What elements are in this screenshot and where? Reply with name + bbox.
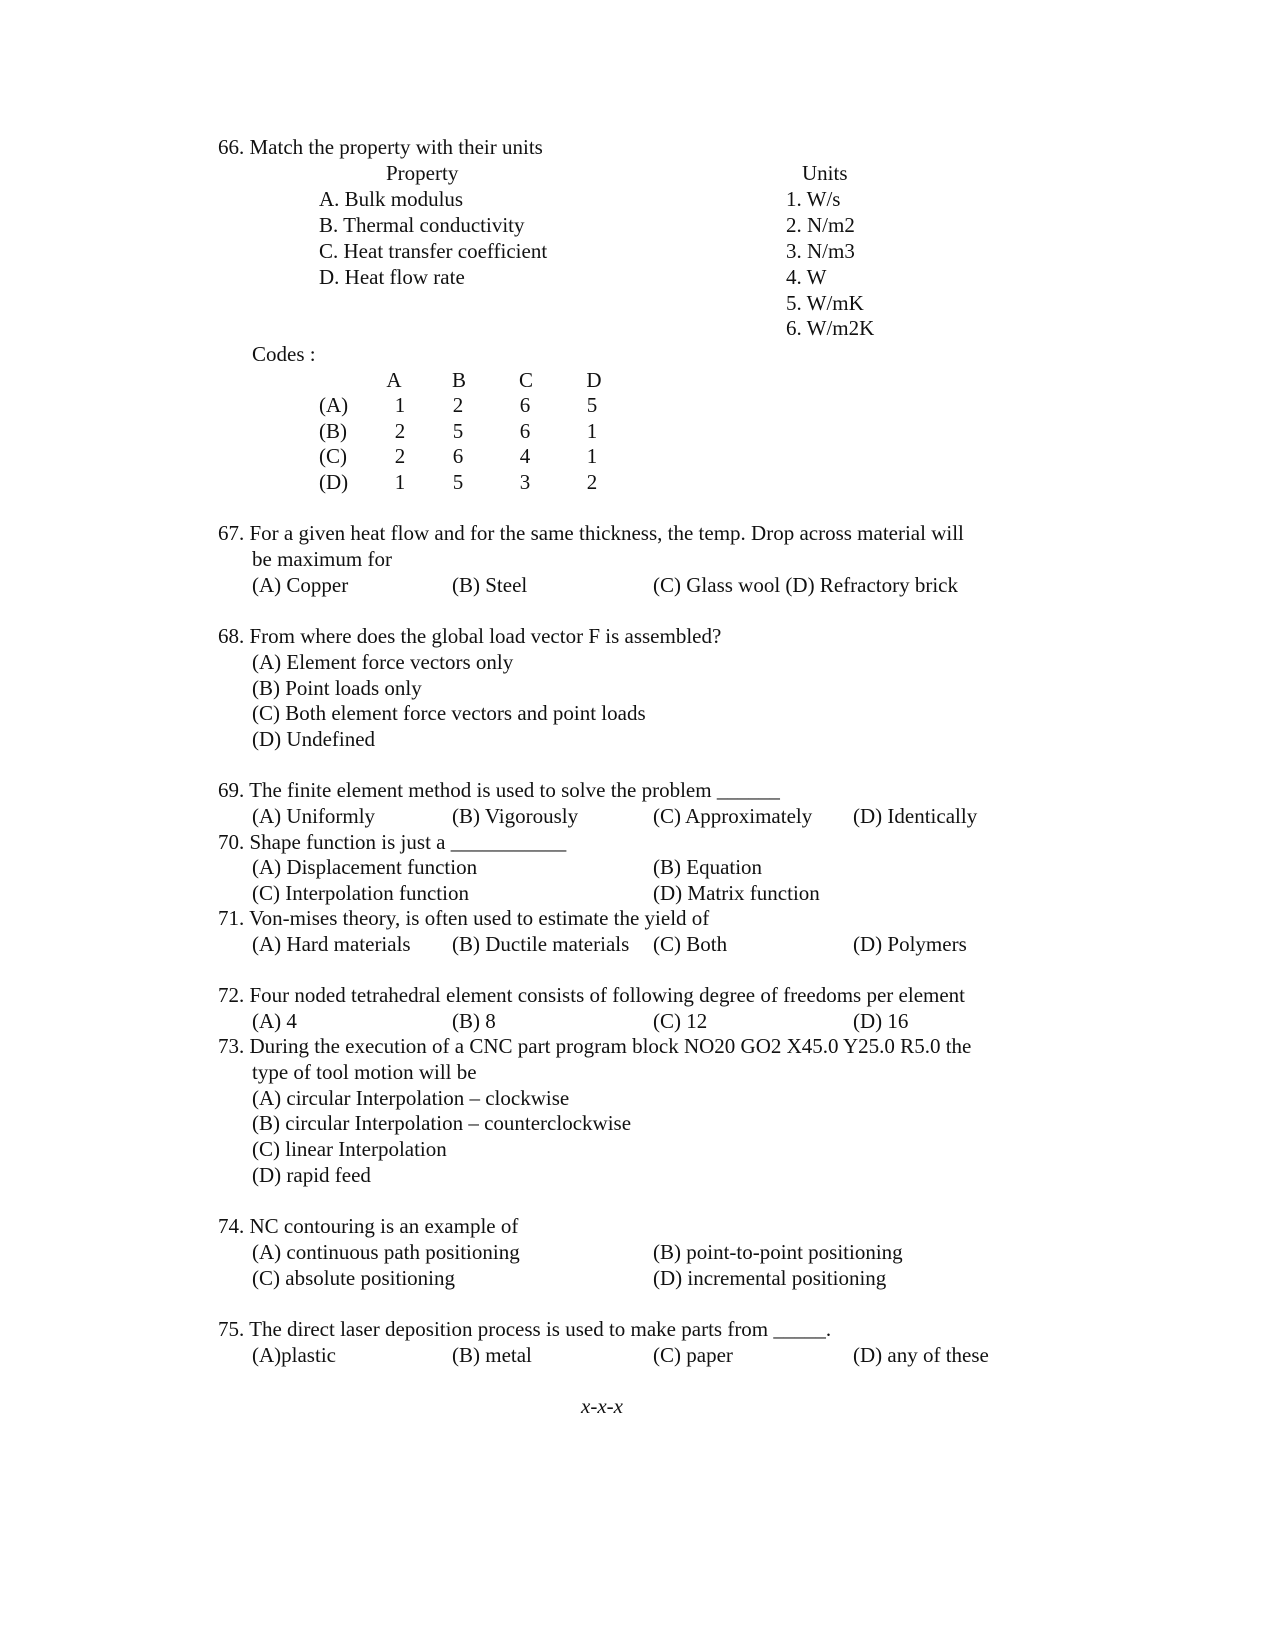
option-a: (A) Uniformly: [252, 804, 376, 828]
property-header: Property: [386, 161, 459, 185]
page-footer: x-x-x: [581, 1394, 623, 1418]
option-b: (B) 8: [452, 1009, 496, 1033]
option-c: (C) 12: [653, 1009, 708, 1033]
option-a: (A) circular Interpolation – clockwise: [252, 1086, 570, 1110]
code-value: 4: [519, 444, 531, 468]
property-item: B. Thermal conductivity: [319, 213, 525, 237]
option-a: (A) Copper: [252, 573, 349, 597]
code-value: 2: [394, 444, 406, 468]
code-value: 6: [452, 444, 464, 468]
option-b: (B) metal: [452, 1343, 532, 1367]
code-value: 2: [452, 393, 464, 417]
property-item: D. Heat flow rate: [319, 265, 465, 289]
code-value: 3: [519, 470, 531, 494]
option-a: (A) Displacement function: [252, 855, 478, 879]
option-d: (D) Identically: [853, 804, 978, 828]
code-value: 1: [394, 393, 406, 417]
option-d: (D) rapid feed: [252, 1163, 371, 1187]
option-c: (C) Interpolation function: [252, 881, 469, 905]
option-a: (A) 4: [252, 1009, 297, 1033]
option-a: (A) Element force vectors only: [252, 650, 514, 674]
codes-label: Codes :: [252, 342, 316, 366]
code-value: 5: [452, 419, 464, 443]
code-row-label: (A): [319, 393, 349, 417]
code-value: 1: [586, 444, 598, 468]
option-c: (C) absolute positioning: [252, 1266, 455, 1290]
property-item: C. Heat transfer coefficient: [319, 239, 548, 263]
option-c: (C) Approximately: [653, 804, 813, 828]
question-74: 74. NC contouring is an example of: [218, 1214, 519, 1238]
question-73-cont: type of tool motion will be: [252, 1060, 477, 1084]
code-row-label: (C): [319, 444, 347, 468]
question-72: 72. Four noded tetrahedral element consists of following degree of freedoms per element: [218, 983, 966, 1007]
unit-item: 6. W/m2K: [786, 316, 875, 340]
code-value: 5: [452, 470, 464, 494]
option-d: (D) incremental positioning: [653, 1266, 887, 1290]
option-b: (B) Equation: [653, 855, 763, 879]
units-header: Units: [802, 161, 848, 185]
code-col-header: A: [386, 368, 402, 392]
option-c: (C) Both element force vectors and point loads: [252, 701, 646, 725]
code-value: 1: [394, 470, 406, 494]
option-d: (D) Matrix function: [653, 881, 820, 905]
option-d: (D) Polymers: [853, 932, 967, 956]
option-a: (A)plastic: [252, 1343, 336, 1367]
option-cd: (C) Glass wool (D) Refractory brick: [653, 573, 958, 597]
option-a: (A) continuous path positioning: [252, 1240, 520, 1264]
question-66: 66. Match the property with their units: [218, 135, 543, 159]
question-68: 68. From where does the global load vector F is assembled?: [218, 624, 722, 648]
question-69: 69. The finite element method is used to solve the problem ______: [218, 778, 780, 802]
code-col-header: B: [451, 368, 466, 392]
option-b: (B) point-to-point positioning: [653, 1240, 903, 1264]
unit-item: 3. N/m3: [786, 239, 855, 263]
option-c: (C) linear Interpolation: [252, 1137, 447, 1161]
option-b: (B) Point loads only: [252, 676, 422, 700]
question-73: 73. During the execution of a CNC part program block NO20 GO2 X45.0 Y25.0 R5.0 the: [218, 1034, 972, 1058]
option-b: (B) Vigorously: [452, 804, 579, 828]
unit-item: 2. N/m2: [786, 213, 855, 237]
unit-item: 4. W: [786, 265, 827, 289]
code-row-label: (D): [319, 470, 349, 494]
option-c: (C) paper: [653, 1343, 733, 1367]
code-value: 5: [586, 393, 598, 417]
code-value: 6: [519, 419, 531, 443]
option-a: (A) Hard materials: [252, 932, 411, 956]
code-value: 6: [519, 393, 531, 417]
unit-item: 1. W/s: [786, 187, 841, 211]
option-d: (D) 16: [853, 1009, 909, 1033]
code-col-header: D: [586, 368, 602, 392]
code-col-header: C: [518, 368, 533, 392]
option-b: (B) circular Interpolation – counterclockwise: [252, 1111, 632, 1135]
question-70: 70. Shape function is just a ___________: [218, 830, 567, 854]
question-71: 71. Von-mises theory, is often used to estimate the yield of: [218, 906, 710, 930]
option-b: (B) Steel: [452, 573, 528, 597]
question-75: 75. The direct laser deposition process is used to make parts from _____.: [218, 1317, 832, 1341]
unit-item: 5. W/mK: [786, 291, 864, 315]
code-value: 1: [586, 419, 598, 443]
option-b: (B) Ductile materials: [452, 932, 630, 956]
option-d: (D) Undefined: [252, 727, 376, 751]
option-c: (C) Both: [653, 932, 728, 956]
question-67: 67. For a given heat flow and for the same thickness, the temp. Drop across material will: [218, 521, 964, 545]
code-value: 2: [394, 419, 406, 443]
question-67-cont: be maximum for: [252, 547, 392, 571]
option-d: (D) any of these: [853, 1343, 989, 1367]
code-row-label: (B): [319, 419, 347, 443]
code-value: 2: [586, 470, 598, 494]
property-item: A. Bulk modulus: [319, 187, 464, 211]
